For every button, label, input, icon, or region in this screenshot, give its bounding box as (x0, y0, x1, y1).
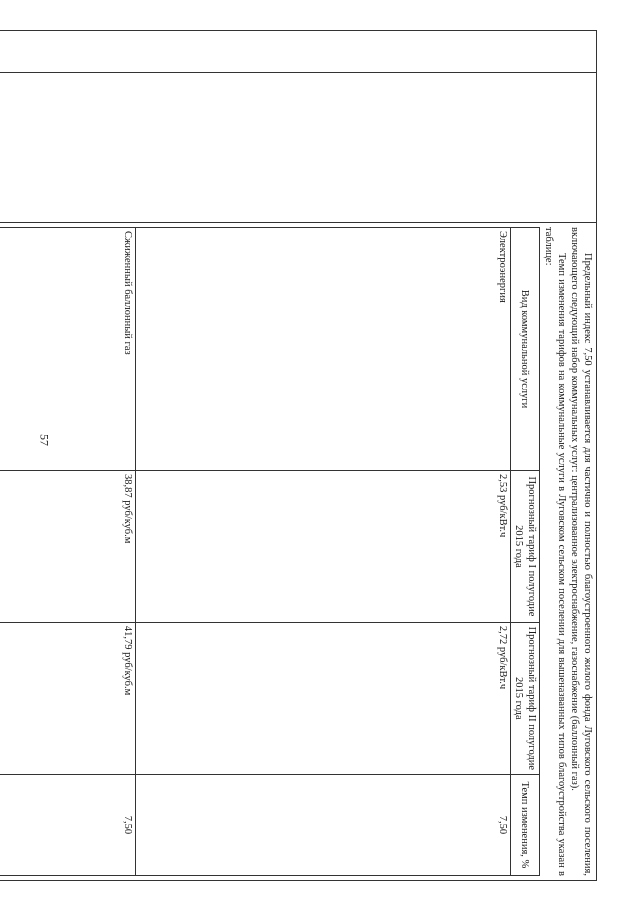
header-tariff-h1: Прогнозный тариф I полугодие 2015 года (511, 471, 540, 623)
table-row (0, 31, 597, 881)
landscape-page (57, 30, 597, 880)
tariff-row-gas (0, 228, 136, 876)
header-tariff-h2: Прогнозный тариф II полугодие 2015 года (511, 622, 540, 774)
tariff-table (0, 227, 540, 876)
row-number-cell (0, 31, 597, 73)
tariff-table-header (511, 228, 540, 876)
header-service-type: Вид коммунальной услуги (511, 228, 540, 471)
main-table (0, 30, 597, 881)
service-name: Электроэнергия (136, 228, 511, 471)
tariff-h1: 38,87 руб/куб.м (0, 471, 136, 623)
page-number: 57 (37, 434, 52, 446)
tariff-row-electricity (136, 228, 511, 876)
header-change-rate: Темп изменения, % (511, 774, 540, 875)
paragraph: Предельный индекс 7,50 устанавливается для частично и полностью благоустроенного жилого фонда Луговского сельского поселения, включающего следующий набор коммунальных услуг: централизованное электроснабжение, газоснабжение (баллонный газ). (569, 227, 593, 876)
description-cell (0, 223, 597, 881)
tariff-h2: 2,72 руб/кВт.ч (136, 622, 511, 774)
tariff-h1: 2,53 руб/кВт.ч (136, 471, 511, 623)
change-rate: 7,50 (0, 774, 136, 875)
service-name: Сжиженный баллонный газ (0, 228, 136, 471)
settlement-name-cell (0, 73, 597, 223)
paragraph: Темп изменения тарифов на коммунальные услуги в Луговском сельском поселении для вышеназванных типов благоустройства указан в таблице: (543, 227, 567, 876)
tariff-h2: 41,79 руб/куб.м (0, 622, 136, 774)
change-rate: 7,50 (136, 774, 511, 875)
